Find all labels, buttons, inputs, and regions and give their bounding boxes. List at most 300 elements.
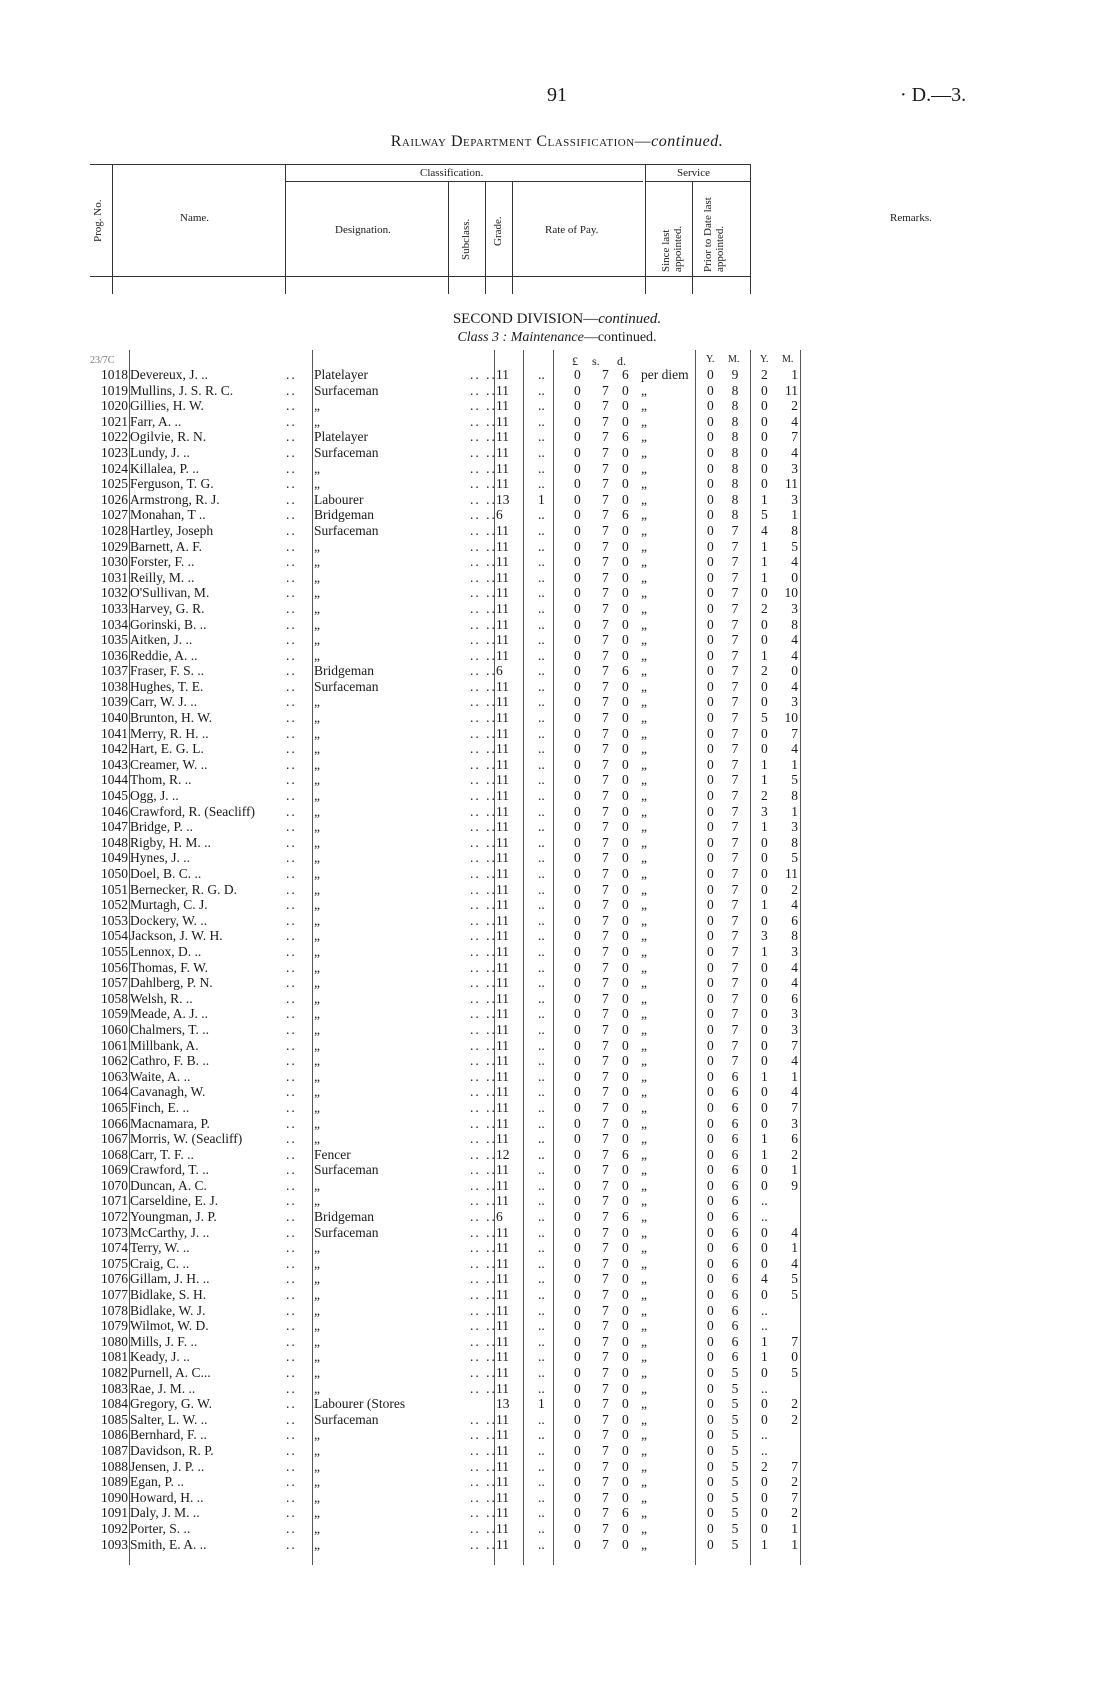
prior-years-cell: 1 (761, 1333, 768, 1349)
prior-months-cell: 4 (791, 554, 798, 570)
since-years-cell: 0 (707, 1318, 714, 1334)
pay-shillings-cell: 7 (602, 367, 609, 382)
pay-shillings-cell: 7 (602, 850, 609, 866)
prior-years-cell: .. (761, 1318, 768, 1334)
grade-cell: .. (538, 912, 545, 928)
prior-years-cell: 0 (761, 1053, 768, 1069)
grade-cell: .. (538, 600, 545, 616)
pay-pounds-cell: 0 (574, 1380, 581, 1396)
pay-pence-cell: 0 (622, 585, 629, 601)
grade-cell: .. (538, 460, 545, 476)
since-months-cell: 7 (731, 990, 739, 1006)
since-years-cell: 0 (707, 1302, 714, 1318)
since-years-cell: 0 (707, 382, 714, 398)
since-months-cell: 6 (731, 1224, 739, 1240)
subclass-cell: 11 (496, 756, 509, 772)
leader-dots: .. .. (470, 866, 497, 881)
designation-cell: Surfaceman (314, 1411, 379, 1427)
since-months-cell: 7 (731, 881, 739, 897)
designation-cell: „ (314, 959, 320, 975)
since-years-cell: 0 (707, 476, 714, 492)
leader-dots: .. .. (470, 788, 497, 804)
pay-pence-cell: 0 (622, 1037, 629, 1053)
prior-months-cell: 7 (791, 1458, 798, 1474)
leader-dots: .. .. (470, 1162, 497, 1178)
pay-period-cell: „ (641, 741, 647, 757)
pay-pounds-cell: 0 (574, 1037, 581, 1053)
pay-period-cell: „ (641, 460, 647, 476)
prior-years-cell: 0 (761, 1037, 768, 1053)
leader-dots: .. (286, 1287, 297, 1303)
page-number: 91 (547, 84, 567, 106)
since-months-cell: 7 (731, 522, 739, 538)
prior-months-cell: 7 (791, 1099, 798, 1115)
designation-cell: „ (314, 1131, 320, 1147)
since-years-cell: 0 (707, 1396, 714, 1412)
pay-period-cell: „ (641, 1318, 647, 1334)
since-months-cell: 8 (731, 429, 739, 445)
since-years-cell: 0 (707, 1505, 714, 1521)
leader-dots: .. (286, 725, 297, 741)
prior-months-cell: 0 (791, 569, 798, 585)
leader-dots: .. .. (470, 959, 497, 975)
pay-pounds-cell: 0 (574, 694, 581, 710)
prog-no-cell: 1023 (101, 444, 128, 460)
pay-pence-cell: 0 (622, 1287, 629, 1303)
prior-months-cell: 7 (791, 1037, 798, 1053)
subclass-cell: 11 (496, 1520, 509, 1536)
prior-months-cell: 4 (791, 1084, 798, 1100)
since-months-cell: 7 (731, 1006, 739, 1022)
pay-pence-cell: 0 (622, 1115, 629, 1131)
since-years-cell: 0 (707, 1427, 714, 1443)
designation-cell: „ (314, 756, 320, 772)
leader-dots: .. (286, 476, 297, 492)
pay-period-cell: „ (641, 1146, 647, 1162)
prog-no-cell: 1032 (101, 585, 128, 601)
grade-cell: .. (538, 1458, 545, 1474)
pay-pounds-cell: 0 (574, 1302, 581, 1318)
subclass-cell: 11 (496, 476, 509, 492)
subclass-cell: 11 (496, 725, 509, 741)
leader-dots: .. (286, 1021, 297, 1037)
since-months-cell: 7 (731, 834, 739, 850)
pay-period-cell: „ (641, 1021, 647, 1037)
designation-cell: Surfaceman (314, 1224, 379, 1240)
prior-years-cell: 0 (761, 1162, 768, 1178)
pay-pence-cell: 0 (622, 741, 629, 757)
designation-cell: „ (314, 616, 320, 632)
grade-cell: .. (538, 569, 545, 585)
leader-dots: .. .. (470, 725, 497, 741)
pay-pence-cell: 6 (622, 429, 629, 445)
pay-pounds-cell: 0 (574, 569, 581, 585)
leader-dots: .. .. (470, 1427, 497, 1443)
pay-pence-cell: 0 (622, 569, 629, 585)
since-years-cell: 0 (707, 1349, 714, 1365)
grade-cell: .. (538, 1380, 545, 1396)
since-years-cell: 0 (707, 866, 714, 881)
since-years-cell: 0 (707, 1006, 714, 1022)
leader-dots: .. .. (470, 1536, 497, 1552)
since-years-cell: 0 (707, 1115, 714, 1131)
prior-years-cell: .. (761, 1193, 768, 1209)
designation-cell: „ (314, 1302, 320, 1318)
prior-years-cell: 0 (761, 1006, 768, 1022)
since-months-cell: 9 (731, 367, 739, 382)
pay-period-cell: „ (641, 912, 647, 928)
designation-cell: „ (314, 1068, 320, 1084)
pay-pence-cell: 6 (622, 507, 629, 523)
subclass-cell: 11 (496, 1505, 509, 1521)
pay-pounds-cell: 0 (574, 616, 581, 632)
prog-no-cell: 1048 (101, 834, 128, 850)
pay-pence-cell: 0 (622, 1162, 629, 1178)
prog-no-cell: 1062 (101, 1053, 128, 1069)
leader-dots: .. (286, 990, 297, 1006)
grade-cell: .. (538, 663, 545, 679)
since-years-cell: 0 (707, 429, 714, 445)
prior-months-cell: 4 (791, 444, 798, 460)
since-years-cell: 0 (707, 1084, 714, 1100)
pay-pounds-cell: 0 (574, 1520, 581, 1536)
prior-years-cell: 0 (761, 632, 768, 648)
pay-shillings-cell: 7 (602, 1318, 609, 1334)
leader-dots: .. (286, 803, 297, 819)
pay-period-cell: „ (641, 1489, 647, 1505)
name-cell: Carr, W. J. .. (130, 694, 197, 710)
grade-cell: .. (538, 1177, 545, 1193)
prog-no-cell: 1074 (101, 1240, 128, 1256)
grade-cell: .. (538, 367, 545, 382)
leader-dots: .. .. (470, 1084, 497, 1100)
pay-pounds-cell: 0 (574, 522, 581, 538)
pay-pounds-cell: 0 (574, 834, 581, 850)
designation-cell: Bridgeman (314, 507, 374, 523)
prior-years-cell: 0 (761, 413, 768, 429)
pay-pence-cell: 0 (622, 772, 629, 788)
designation-cell: „ (314, 803, 320, 819)
grade-cell: .. (538, 1287, 545, 1303)
prior-months-cell: 9 (791, 1177, 798, 1193)
leader-dots: .. (286, 569, 297, 585)
subclass-cell: 11 (496, 600, 509, 616)
since-months-cell: 6 (731, 1209, 739, 1225)
pay-pounds-cell: 0 (574, 881, 581, 897)
since-years-cell: 0 (707, 367, 714, 382)
pay-pence-cell: 0 (622, 1333, 629, 1349)
prior-years-cell: 0 (761, 398, 768, 414)
since-months-cell: 7 (731, 725, 739, 741)
leader-dots: .. (286, 1489, 297, 1505)
subclass-cell: 11 (496, 897, 509, 913)
pay-pounds-cell: 0 (574, 1442, 581, 1458)
name-cell: Farr, A. .. (130, 413, 182, 429)
pay-shillings-cell: 7 (602, 1053, 609, 1069)
pay-shillings-cell: 7 (602, 1146, 609, 1162)
leader-dots: .. .. (470, 1474, 497, 1490)
designation-cell: „ (314, 1489, 320, 1505)
grade-cell: .. (538, 788, 545, 804)
since-years-cell: 0 (707, 990, 714, 1006)
header-designation: Designation. (335, 224, 391, 236)
prior-months-cell: 7 (791, 725, 798, 741)
since-months-cell: 7 (731, 943, 739, 959)
prior-years-cell: 4 (761, 522, 768, 538)
since-years-cell: 0 (707, 1380, 714, 1396)
subclass-cell: 11 (496, 1333, 509, 1349)
prior-years-cell: 1 (761, 756, 768, 772)
pay-pounds-cell: 0 (574, 1458, 581, 1474)
pay-pounds-cell: 0 (574, 1489, 581, 1505)
since-months-cell: 6 (731, 1318, 739, 1334)
name-cell: Jackson, J. W. H. (130, 928, 223, 944)
since-years-cell: 0 (707, 491, 714, 507)
pay-period-cell: „ (641, 1068, 647, 1084)
prog-no-cell: 1093 (101, 1536, 128, 1552)
pay-shillings-cell: 7 (602, 1536, 609, 1552)
pay-pounds-cell: 0 (574, 1131, 581, 1147)
pay-pounds-cell: 0 (574, 1115, 581, 1131)
grade-cell: .. (538, 1037, 545, 1053)
since-years-cell: 0 (707, 1131, 714, 1147)
since-months-cell: 7 (731, 912, 739, 928)
prior-years-cell: 3 (761, 928, 768, 944)
prior-years-cell: 0 (761, 990, 768, 1006)
pay-shillings-cell: 7 (602, 1162, 609, 1178)
since-months-cell: 5 (731, 1365, 739, 1380)
subclass-cell: 11 (496, 788, 509, 804)
leader-dots: .. (286, 1053, 297, 1069)
subclass-cell: 11 (496, 1442, 509, 1458)
pay-pence-cell: 0 (622, 600, 629, 616)
pay-pounds-cell: 0 (574, 382, 581, 398)
prior-years-cell: 1 (761, 538, 768, 554)
prior-years-cell: 0 (761, 850, 768, 866)
prog-no-cell: 1054 (101, 928, 128, 944)
prior-years-cell: 2 (761, 367, 768, 382)
since-months-cell: 6 (731, 1099, 739, 1115)
since-years-cell: 0 (707, 1037, 714, 1053)
designation-cell: „ (314, 694, 320, 710)
designation-cell: „ (314, 819, 320, 835)
name-cell: Hughes, T. E. (130, 678, 204, 694)
prog-no-cell: 1041 (101, 725, 128, 741)
grade-cell: .. (538, 1131, 545, 1147)
name-cell: Devereux, J. .. (130, 367, 208, 382)
name-cell: Hartley, Joseph (130, 522, 214, 538)
since-years-cell: 0 (707, 1411, 714, 1427)
leader-dots: .. .. (470, 632, 497, 648)
leader-dots: .. .. (470, 1489, 497, 1505)
pay-pounds-cell: 0 (574, 866, 581, 881)
grade-cell: .. (538, 444, 545, 460)
leader-dots: .. (286, 585, 297, 601)
pay-pence-cell: 0 (622, 1489, 629, 1505)
prior-months-cell: 8 (791, 616, 798, 632)
designation-cell: Surfaceman (314, 382, 379, 398)
leader-dots: .. .. (470, 460, 497, 476)
grade-cell: 1 (538, 1396, 545, 1412)
pay-pence-cell: 0 (622, 382, 629, 398)
prior-years-cell: .. (761, 1302, 768, 1318)
pay-period-cell: „ (641, 382, 647, 398)
leader-dots: .. .. (470, 1318, 497, 1334)
since-months-cell: 5 (731, 1442, 739, 1458)
leader-dots: .. .. (470, 1177, 497, 1193)
designation-cell: „ (314, 897, 320, 913)
grade-cell: .. (538, 1146, 545, 1162)
since-years-cell: 0 (707, 834, 714, 850)
leader-dots: .. .. (470, 1021, 497, 1037)
leader-dots: .. (286, 1162, 297, 1178)
pay-period-cell: „ (641, 616, 647, 632)
subclass-cell: 11 (496, 1380, 509, 1396)
prior-months-cell: 8 (791, 834, 798, 850)
leader-dots: .. (286, 1380, 297, 1396)
designation-cell: „ (314, 413, 320, 429)
pay-pence-cell: 0 (622, 1006, 629, 1022)
pay-shillings-cell: 7 (602, 959, 609, 975)
pay-shillings-cell: 7 (602, 522, 609, 538)
subclass-cell: 11 (496, 866, 509, 881)
prog-no-cell: 1036 (101, 647, 128, 663)
header-prog-no: Prog. No. (92, 199, 104, 242)
subclass-cell: 11 (496, 413, 509, 429)
subclass-cell: 11 (496, 398, 509, 414)
since-months-cell: 6 (731, 1162, 739, 1178)
designation-cell: „ (314, 569, 320, 585)
subclass-cell: 13 (496, 491, 510, 507)
prior-years-cell: 0 (761, 975, 768, 991)
pay-pounds-cell: 0 (574, 943, 581, 959)
since-years-cell: 0 (707, 943, 714, 959)
since-months-cell: 7 (731, 866, 739, 881)
prior-years-cell: 0 (761, 1240, 768, 1256)
grade-cell: .. (538, 725, 545, 741)
prior-months-cell: 11 (785, 382, 798, 398)
pay-pence-cell: 0 (622, 1458, 629, 1474)
since-months-cell: 7 (731, 647, 739, 663)
pay-pence-cell: 0 (622, 819, 629, 835)
since-years-cell: 0 (707, 788, 714, 804)
grade-cell: .. (538, 554, 545, 570)
prior-months-cell: 4 (791, 741, 798, 757)
prior-years-cell: 1 (761, 647, 768, 663)
pay-pence-cell: 0 (622, 1177, 629, 1193)
pay-pounds-cell: 0 (574, 928, 581, 944)
prior-months-cell: 4 (791, 678, 798, 694)
since-months-cell: 7 (731, 632, 739, 648)
pay-shillings-cell: 7 (602, 1365, 609, 1380)
grade-cell: .. (538, 1302, 545, 1318)
since-months-cell: 8 (731, 491, 739, 507)
pay-shillings-cell: 7 (602, 1068, 609, 1084)
pay-shillings-cell: 7 (602, 663, 609, 679)
since-months-cell: 7 (731, 663, 739, 679)
leader-dots: .. .. (470, 1380, 497, 1396)
pay-pence-cell: 0 (622, 554, 629, 570)
prog-no-cell: 1067 (101, 1131, 128, 1147)
prog-no-cell: 1088 (101, 1458, 128, 1474)
prior-years-cell: 0 (761, 866, 768, 881)
leader-dots: .. .. (470, 975, 497, 991)
pay-pounds-cell: 0 (574, 538, 581, 554)
pay-period-cell: „ (641, 1302, 647, 1318)
pay-period-cell: „ (641, 819, 647, 835)
leader-dots: .. .. (470, 569, 497, 585)
pay-period-cell: „ (641, 1458, 647, 1474)
pay-shillings-cell: 7 (602, 834, 609, 850)
pay-pence-cell: 0 (622, 1349, 629, 1365)
subclass-cell: 11 (496, 1474, 509, 1490)
prior-years-cell: 0 (761, 1411, 768, 1427)
prog-no-cell: 1090 (101, 1489, 128, 1505)
leader-dots: .. (286, 1442, 297, 1458)
leader-dots: .. .. (470, 1365, 497, 1380)
name-cell: Hart, E. G. L. (130, 741, 204, 757)
prior-months-cell: 5 (791, 1365, 798, 1380)
designation-cell: „ (314, 850, 320, 866)
leader-dots: .. .. (470, 398, 497, 414)
leader-dots: .. .. (470, 522, 497, 538)
prog-no-cell: 1052 (101, 897, 128, 913)
since-months-cell: 6 (731, 1068, 739, 1084)
section-title-suffix: continued. (598, 311, 662, 327)
designation-cell: „ (314, 1084, 320, 1100)
since-years-cell: 0 (707, 975, 714, 991)
prior-years-cell: 2 (761, 600, 768, 616)
pay-shillings-cell: 7 (602, 943, 609, 959)
pay-pence-cell: 0 (622, 1396, 629, 1412)
name-cell: Porter, S. .. (130, 1520, 191, 1536)
subclass-cell: 11 (496, 1099, 509, 1115)
prior-years-cell: 0 (761, 616, 768, 632)
grade-cell: .. (538, 585, 545, 601)
prog-no-cell: 1072 (101, 1209, 128, 1225)
pay-period-cell: per diem (641, 367, 689, 382)
leader-dots: .. (286, 710, 297, 726)
grade-cell: .. (538, 1333, 545, 1349)
pay-pence-cell: 0 (622, 959, 629, 975)
prior-years-cell: 0 (761, 429, 768, 445)
grade-cell: .. (538, 476, 545, 492)
pay-pence-cell: 0 (622, 694, 629, 710)
subclass-cell: 11 (496, 616, 509, 632)
designation-cell: „ (314, 943, 320, 959)
name-cell: Bidlake, W. J. (130, 1302, 206, 1318)
name-cell: Egan, P. .. (130, 1474, 184, 1490)
prog-no-cell: 1078 (101, 1302, 128, 1318)
leader-dots: .. .. (470, 663, 497, 679)
pay-pence-cell: 0 (622, 616, 629, 632)
name-cell: Bernecker, R. G. D. (130, 881, 238, 897)
since-months-cell: 5 (731, 1520, 739, 1536)
pay-pence-cell: 0 (622, 1053, 629, 1069)
since-years-cell: 0 (707, 663, 714, 679)
pay-pounds-cell: 0 (574, 1318, 581, 1334)
pay-shillings-cell: 7 (602, 788, 609, 804)
prior-months-cell: 1 (791, 1240, 798, 1256)
since-months-cell: 6 (731, 1115, 739, 1131)
grade-cell: .. (538, 413, 545, 429)
leader-dots: .. (286, 897, 297, 913)
since-months-cell: 8 (731, 444, 739, 460)
pay-period-cell: „ (641, 1333, 647, 1349)
leader-dots: .. (286, 1177, 297, 1193)
designation-cell: Surfaceman (314, 444, 379, 460)
pay-period-cell: „ (641, 1380, 647, 1396)
